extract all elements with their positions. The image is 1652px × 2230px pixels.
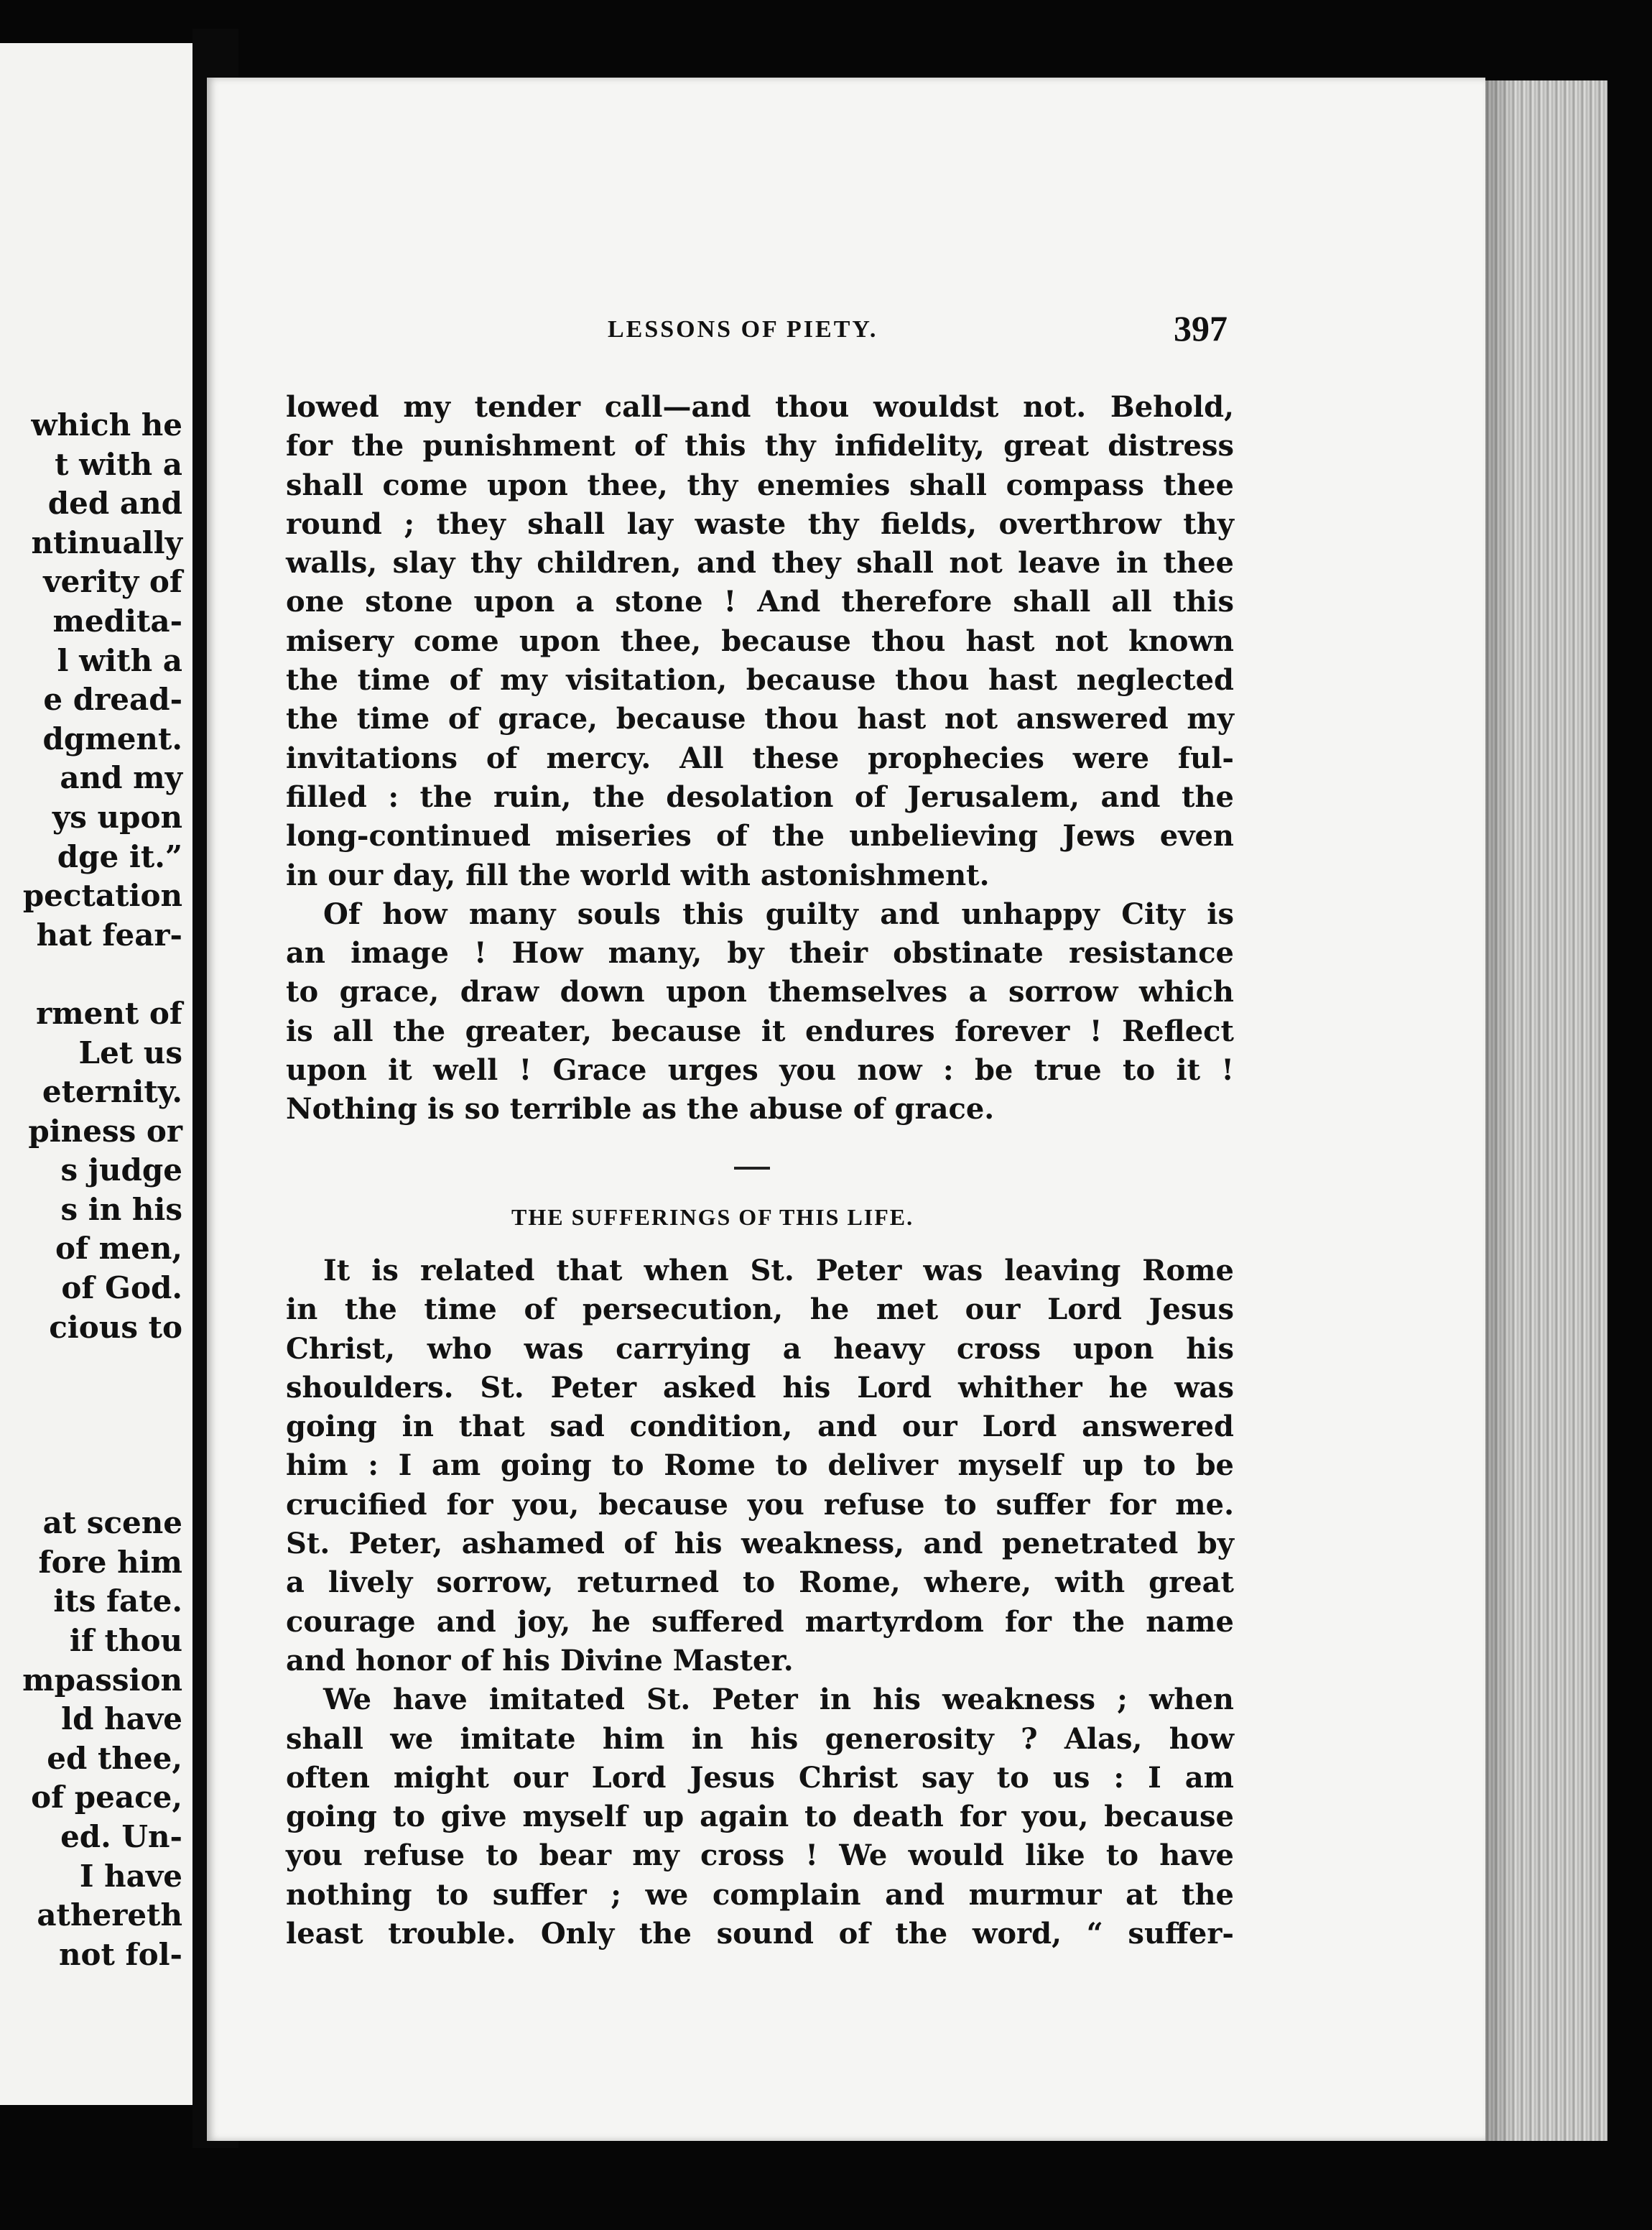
text-line: you refuse to bear my cross ! We would like to have <box>286 1838 1234 1873</box>
facing-line: dgment. <box>42 721 182 757</box>
text-line: for the punishment of this thy infidelity, great distress <box>286 429 1234 463</box>
facing-line: s in his <box>60 1191 182 1227</box>
text-line: long-continued miseries of the unbelieving Jews even <box>286 819 1234 853</box>
text-line: least trouble. Only the sound of the word, “ suffer- <box>286 1917 1234 1951</box>
facing-line: which he <box>31 407 182 443</box>
facing-line: eternity. <box>42 1074 182 1110</box>
facing-line: athereth <box>37 1897 182 1933</box>
facing-line: of men, <box>55 1231 182 1267</box>
text-line: the time of my visitation, because thou hast neglected <box>286 663 1234 698</box>
text-line: misery come upon thee, because thou hast not known <box>286 624 1234 658</box>
text-line: Nothing is so terrible as the abuse of grace. <box>286 1092 995 1126</box>
facing-line: verity of <box>43 564 182 600</box>
text-line: to grace, draw down upon themselves a sorrow which <box>286 975 1234 1009</box>
text-line: Christ, who was carrying a heavy cross upon his <box>286 1331 1234 1366</box>
paragraph-jerusalem <box>286 388 1234 1129</box>
facing-line: ld have <box>61 1701 182 1737</box>
text-line: It is related that when St. Peter was leaving Rome <box>323 1254 1234 1287</box>
paragraph-st-peter <box>286 1252 1234 1953</box>
running-head: LESSONS OF PIETY. <box>608 316 878 343</box>
facing-line: ys upon <box>52 799 182 835</box>
text-line: is all the greater, because it endures forever ! Reflect <box>286 1014 1234 1048</box>
facing-line: its fate. <box>53 1583 182 1619</box>
facing-line: of God. <box>61 1270 182 1306</box>
text-line: a lively sorrow, returned to Rome, where, with great <box>286 1565 1234 1600</box>
text-line: him : I am going to Rome to deliver myself up to be <box>286 1448 1234 1483</box>
text-line: an image ! How many, by their obstinate resistance <box>286 936 1234 971</box>
facing-line: not fol- <box>58 1936 182 1972</box>
text-line: round ; they shall lay waste thy fields, overthrow thy <box>286 506 1234 541</box>
text-line: in the time of persecution, he met our Lord Jesus <box>286 1292 1234 1327</box>
text-line: one stone upon a stone ! And therefore shall all this <box>286 585 1234 619</box>
facing-line: hat fear- <box>36 917 182 953</box>
text-line: invitations of mercy. All these prophecies were ful- <box>286 741 1234 775</box>
facing-line: l with a <box>57 642 182 678</box>
facing-line: ed thee, <box>47 1740 182 1776</box>
facing-line: at scene <box>42 1505 182 1541</box>
facing-line: and my <box>60 760 182 796</box>
facing-line: dge it.” <box>57 838 182 874</box>
facing-line: of peace, <box>31 1780 182 1815</box>
text-line: St. Peter, ashamed of his weakness, and penetrated by <box>286 1527 1234 1561</box>
text-line: filled : the ruin, the desolation of Jerusalem, and the <box>286 779 1234 814</box>
text-line: Of how many souls this guilty and unhappy City is <box>323 897 1234 931</box>
facing-page <box>0 43 192 2105</box>
facing-page-text <box>0 406 182 1974</box>
section-divider <box>734 1167 770 1170</box>
facing-line: s judge <box>60 1152 182 1188</box>
text-line: shoulders. St. Peter asked his Lord whither he was <box>286 1370 1234 1405</box>
facing-line: I have <box>79 1858 182 1894</box>
facing-line: Let us <box>78 1035 182 1070</box>
text-line: shall we imitate him in his generosity ? Alas, how <box>286 1721 1234 1756</box>
text-line: walls, slay thy children, and they shall not leave in thee <box>286 546 1234 580</box>
text-line: shall come upon thee, thy enemies shall compass thee <box>286 468 1234 502</box>
facing-line: ntinually <box>31 524 182 560</box>
section-heading: THE SUFFERINGS OF THIS LIFE. <box>511 1204 914 1230</box>
facing-line: mpassion <box>22 1662 182 1698</box>
facing-line: piness or <box>28 1113 182 1149</box>
facing-line: pectation <box>22 878 182 914</box>
facing-line: cious to <box>49 1309 182 1345</box>
facing-line: if thou <box>69 1623 182 1659</box>
text-line: often might our Lord Jesus Christ say to us : I am <box>286 1760 1234 1795</box>
text-line: and honor of his Divine Master. <box>286 1643 794 1678</box>
page-number: 397 <box>1174 308 1228 348</box>
text-line: going in that sad condition, and our Lord answered <box>286 1410 1234 1444</box>
facing-line: ed. Un- <box>60 1819 182 1854</box>
text-line: in our day, fill the world with astonishment. <box>286 858 990 892</box>
text-line: We have imitated St. Peter in his weakness ; when <box>323 1683 1234 1717</box>
facing-line: fore him <box>38 1544 182 1580</box>
facing-line: medita- <box>52 603 182 639</box>
text-line: courage and joy, he suffered martyrdom for the name <box>286 1604 1234 1639</box>
facing-line: e dread- <box>43 682 182 718</box>
facing-line: ded and <box>47 486 182 522</box>
facing-line: rment of <box>36 995 182 1031</box>
text-line: upon it well ! Grace urges you now : be true to it ! <box>286 1053 1234 1088</box>
facing-line: t with a <box>55 446 182 482</box>
text-line: the time of grace, because thou hast not answered my <box>286 702 1234 736</box>
text-line: going to give myself up again to death for you, because <box>286 1800 1234 1834</box>
fore-edge-shadow <box>1485 80 1514 2141</box>
text-line: crucified for you, because you refuse to suffer for me. <box>286 1487 1234 1522</box>
text-line: lowed my tender call—and thou wouldst not. Behold, <box>286 390 1234 424</box>
text-line: nothing to suffer ; we complain and murmur at the <box>286 1877 1234 1912</box>
